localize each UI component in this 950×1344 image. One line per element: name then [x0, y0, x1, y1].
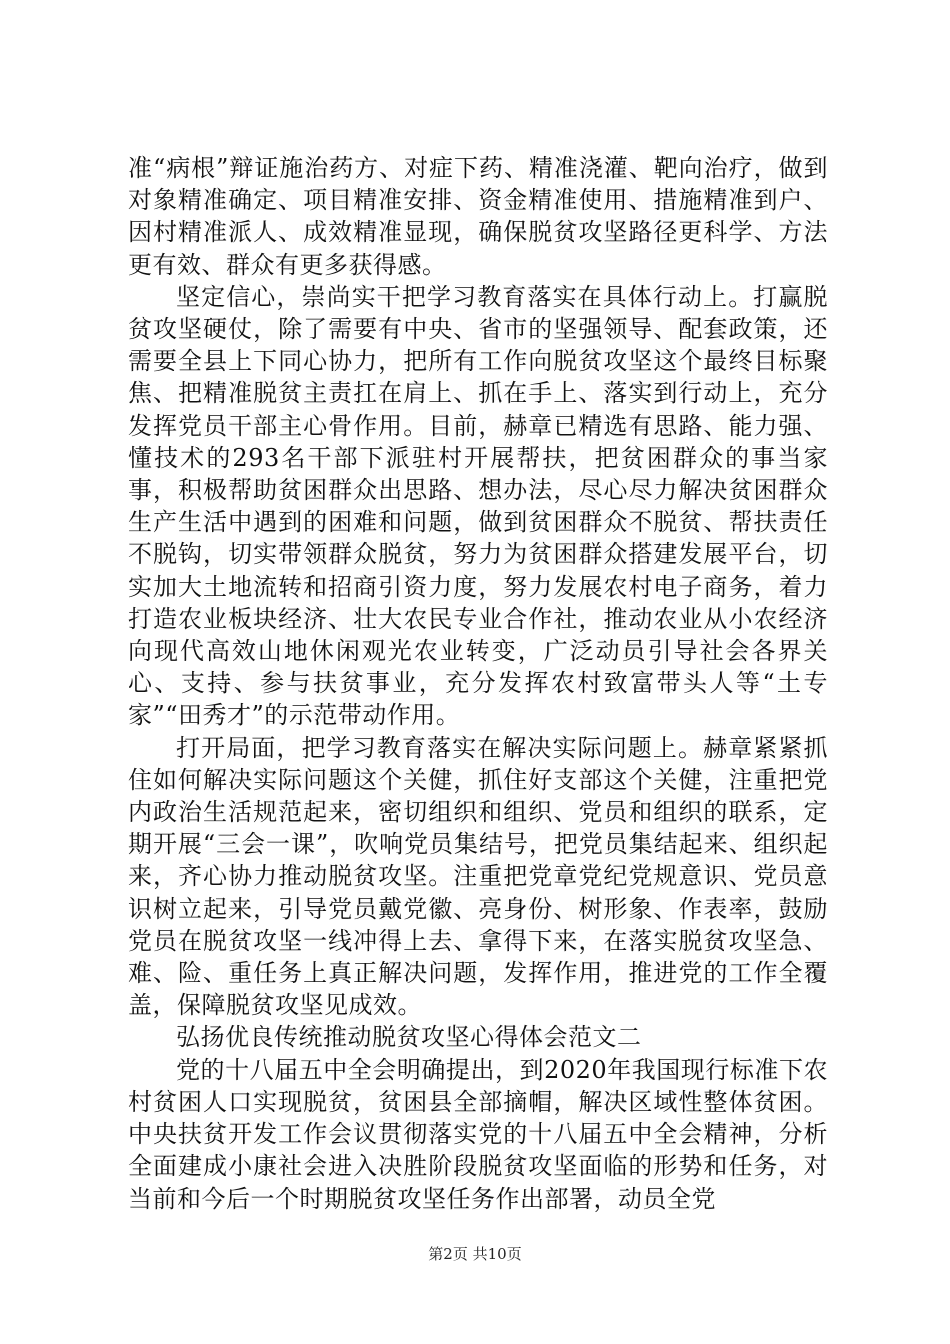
page-number-footer: 第2页 共10页 [428, 1245, 522, 1263]
section-heading-sample-two: 弘扬优良传统推动脱贫攻坚心得体会范文二 [176, 1023, 642, 1052]
paragraph-fifth-plenum: 党的十八届五中全会明确提出，到2020年我国现行标准下农村贫困人口实现脱贫，贫困县全部摘帽，解决区域性整体贫困。中央扶贫开发工作会议贯彻落实党的十八届五中全会精神，分析全面建成小康社会进入决胜阶段脱贫攻坚面临的形势和任务，对当前和今后一个时期脱贫攻坚任务作出部署，动员全党 [128, 1055, 828, 1213]
paragraph-continuation: 准“病根”辩证施治药方、对症下药、精准浇灌、靶向治疗，做到对象精准确定、项目精准安排、资金精准使用、措施精准到户、因村精准派人、成效精准显现，确保脱贫攻坚路径更科学、方法更有效、群众有更多获得感。 [128, 154, 828, 279]
paragraph-open-situation: 打开局面，把学习教育落实在解决实际问题上。赫章紧紧抓住如何解决实际问题这个关健，抓住好支部这个关健，注重把党内政治生活规范起来，密切组织和组织、党员和组织的联系，定期开展“三会一课”，吹响党员集结号，把党员集结起来、组织起来，齐心协力推动脱贫攻坚。注重把党章党纪党规意识、党员意识树立起来，引导党员戴党徽、亮身份、树形象、作表率，鼓励党员在脱贫攻坚一线冲得上去、拿得下来，在落实脱贫攻坚急、难、险、重任务上真正解决问题，发挥作用，推进党的工作全覆盖，保障脱贫攻坚见成效。 [128, 733, 828, 1020]
document-body [128, 152, 828, 1215]
paragraph-firm-confidence: 坚定信心，崇尚实干把学习教育落实在具体行动上。打赢脱贫攻坚硬仗，除了需要有中央、省市的坚强领导、配套政策，还需要全县上下同心协力，把所有工作向脱贫攻坚这个最终目标聚焦、把精准脱贫主责扛在肩上、抓在手上、落实到行动上，充分发挥党员干部主心骨作用。目前，赫章已精选有思路、能力强、懂技术的293名干部下派驻村开展帮扶，把贫困群众的事当家事，积极帮助贫困群众出思路、想办法，尽心尽力解决贫困群众生产生活中遇到的困难和问题，做到贫困群众不脱贫、帮扶责任不脱钩，切实带领群众脱贫，努力为贫困群众搭建发展平台，切实加大土地流转和招商引资力度，努力发展农村电子商务，着力打造农业板块经济、壮大农民专业合作社，推动农业从小农经济向现代高效山地休闲观光农业转变，广泛动员引导社会各界关心、支持、参与扶贫事业，充分发挥农村致富带头人等“土专家”“田秀才”的示范带动作用。 [128, 282, 828, 730]
